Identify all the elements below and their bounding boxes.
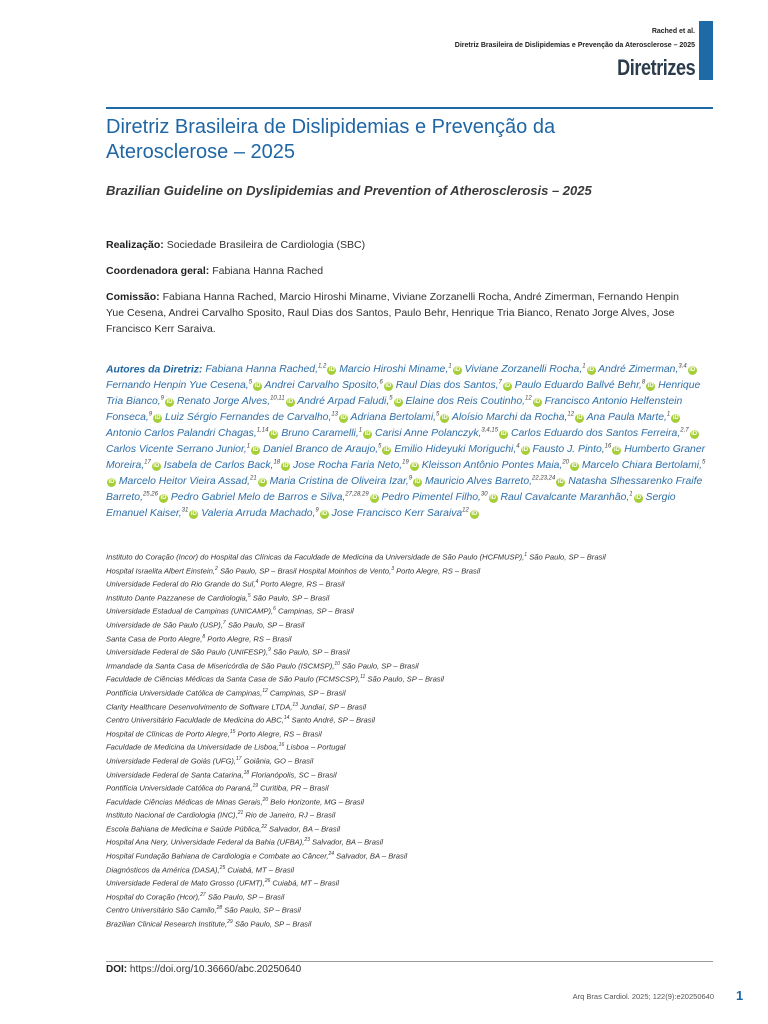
affiliation-text: Pontifícia Universidade Católica de Campinas,: [106, 688, 263, 698]
orcid-icon[interactable]: iD: [490, 495, 497, 502]
affiliation-line: [106, 631, 726, 645]
page-number: 1: [736, 988, 744, 1003]
orcid-icon[interactable]: iD: [395, 399, 402, 406]
author-item: [382, 492, 498, 503]
affiliation-number: 21: [237, 810, 244, 817]
author-affiliation-ref: 3,4,15: [481, 427, 499, 434]
orcid-icon[interactable]: iD: [385, 383, 392, 390]
affiliation-text: Cuiabá, MT – Brasil: [270, 878, 340, 888]
coordenadora-label: Coordenadora geral:: [106, 265, 210, 277]
affiliation-text: Universidade de São Paulo (USP),: [106, 620, 223, 630]
affiliation-number: 19: [252, 783, 259, 790]
author-item: [532, 444, 621, 455]
author-affiliation-ref: 5: [378, 443, 382, 450]
author-affiliation-ref: 31: [181, 507, 189, 514]
author-name: Kleisson Antônio Pontes Maia,: [421, 460, 563, 472]
affiliation-line: [106, 807, 726, 821]
author-affiliation-ref: 1,2: [317, 364, 327, 370]
orcid-icon[interactable]: iD: [153, 463, 160, 470]
affiliation-text: São Paulo, SP – Brasil: [250, 593, 330, 603]
orcid-icon[interactable]: iD: [259, 479, 266, 486]
affiliation-line: [106, 821, 726, 835]
affiliation-number: 18: [243, 769, 250, 776]
affiliation-number: 17: [236, 755, 242, 762]
author-affiliation-ref: 10,11: [270, 395, 285, 402]
author-affiliation-ref: 25,26: [142, 491, 158, 498]
author-item: [265, 380, 393, 391]
affiliation-text: São Paulo, SP – Brasil: [527, 552, 606, 562]
affiliation-line: [106, 699, 726, 713]
author-affiliation-ref: 19: [402, 459, 409, 466]
affiliation-line: [106, 780, 726, 794]
author-name: Luiz Sérgio Fernandes de Carvalho,: [164, 412, 332, 424]
affiliation-text: Rio de Janeiro, RJ – Brasil: [243, 810, 336, 820]
affiliation-number: 24: [328, 851, 335, 858]
author-name: Renato Jorge Alves,: [176, 396, 271, 408]
affiliation-text: Belo Horizonte, MG – Brasil: [268, 797, 364, 807]
author-name: Isabela de Carlos Back,: [163, 460, 274, 472]
author-name: Jose Francisco Kerr Saraiva: [331, 508, 463, 520]
affiliation-text: Faculdade Ciências Médicas de Minas Gerais,: [106, 797, 263, 807]
orcid-icon[interactable]: iD: [254, 383, 261, 390]
realizacao-label: Realização:: [106, 239, 164, 251]
author-name: Pedro Pimentel Filho,: [381, 492, 481, 504]
affiliation-number: 7: [222, 619, 226, 626]
affiliation-line: [106, 767, 726, 781]
author-name: Fausto J. Pinto,: [532, 444, 605, 456]
author-name: Adriana Bertolami,: [350, 412, 437, 424]
affiliation-line: [106, 617, 726, 631]
author-item: [339, 364, 461, 375]
affiliation-number: 14: [283, 715, 290, 722]
author-name: Elaine dos Reis Coutinho,: [405, 396, 526, 408]
author-name: Marcelo Heitor Vieira Assad,: [118, 476, 250, 488]
author-affiliation-ref: 12: [525, 395, 532, 402]
orcid-icon[interactable]: iD: [321, 511, 328, 518]
affiliation-number: 5: [247, 592, 251, 599]
affiliation-text: Centro Universitário São Camilo,: [106, 905, 217, 915]
affiliation-line: [106, 712, 726, 726]
author-name: Daniel Branco de Araujo,: [262, 444, 379, 456]
affiliation-text: São Paulo, SP – Brasil: [205, 892, 285, 902]
author-affiliation-ref: 1: [246, 443, 251, 450]
author-name: Marcelo Chiara Bertolami,: [581, 460, 703, 472]
author-item: [270, 476, 423, 487]
author-name: Pedro Gabriel Melo de Barros e Silva,: [170, 492, 346, 504]
author-item: [515, 380, 655, 391]
affiliation-text: São Paulo, SP – Brasil: [339, 661, 419, 671]
author-name: Viviane Zorzanelli Rocha,: [464, 364, 583, 376]
author-name: Maria Cristina de Oliveira Izar,: [269, 476, 409, 488]
orcid-icon[interactable]: iD: [282, 463, 289, 470]
author-item: [263, 444, 391, 455]
affiliation-number: 3: [391, 565, 394, 572]
affiliation-text: Goiânia, GO – Brasil: [241, 756, 314, 766]
affiliation-number: 25: [219, 864, 226, 871]
author-name: Sergio Emanuel Kaiser,: [106, 492, 676, 520]
affiliation-number: 4: [255, 579, 259, 586]
coordenadora-line: [106, 263, 698, 279]
author-affiliation-ref: 5: [389, 395, 393, 402]
affiliations-list: [106, 549, 726, 930]
affiliation-text: Centro Universitário Faculdade de Medicina do ABC,: [106, 715, 284, 725]
affiliation-line: [106, 563, 726, 577]
author-affiliation-ref: 5: [702, 459, 706, 466]
affiliation-line: [106, 658, 726, 672]
author-name: Mauricio Alves Barreto,: [424, 476, 532, 488]
affiliation-number: 23: [304, 837, 310, 844]
affiliation-text: São Paulo, SP – Brasil Hospital Moinhos de Vento,: [217, 566, 392, 576]
author-affiliation-ref: 21: [249, 475, 257, 482]
affiliation-line: [106, 644, 726, 658]
author-name: Natasha Slhessarenko Fraife Barreto,: [106, 476, 703, 504]
footer-citation: Arq Bras Cardiol. 2025; 122(9):e20250640: [572, 992, 714, 1001]
orcid-icon[interactable]: iD: [166, 399, 173, 406]
author-name: Paulo Eduardo Ballvé Behr,: [514, 380, 642, 392]
orcid-icon[interactable]: iD: [522, 447, 529, 454]
affiliation-text: Universidade Federal de Goiás (UFG),: [106, 756, 236, 766]
authors-list: [106, 361, 706, 521]
author-item: [201, 508, 329, 519]
author-name: Fabiana Hanna Rached,: [205, 364, 318, 376]
affiliation-line: [106, 685, 726, 699]
affiliation-line: [106, 549, 726, 563]
author-affiliation-ref: 1: [666, 411, 671, 418]
realizacao-value: Sociedade Brasileira de Cardiologia (SBC): [166, 239, 366, 251]
orcid-icon[interactable]: iD: [411, 463, 418, 470]
author-affiliation-ref: 13: [331, 411, 339, 418]
affiliation-text: Jundiaí, SP – Brasil: [297, 702, 367, 712]
affiliation-text: São Paulo, SP – Brasil: [222, 905, 301, 915]
author-affiliation-ref: 2,7: [680, 427, 689, 434]
affiliation-number: 13: [292, 701, 298, 708]
affiliation-text: Faculdade de Medicina da Universidade de Lisboa,: [106, 742, 279, 752]
author-affiliation-ref: 9: [315, 507, 319, 514]
affiliation-line: [106, 726, 726, 740]
orcid-icon[interactable]: iD: [371, 495, 378, 502]
orcid-icon[interactable]: iD: [500, 431, 507, 438]
orcid-icon[interactable]: iD: [672, 415, 679, 422]
authors-items: [106, 364, 705, 519]
orcid-icon[interactable]: iD: [414, 479, 421, 486]
affiliation-line: [106, 753, 726, 767]
author-affiliation-ref: 5: [436, 411, 440, 418]
author-affiliation-ref: 1: [582, 364, 586, 370]
comissao-value: Fabiana Hanna Rached, Marcio Hiroshi Miname, Viviane Zorzanelli Rocha, André Zimerman, Fernando Henpin Yue Cesena, Andrei Carvalho Sposito, Raul Dias dos Santos, Paulo Behr, Henrique Tria Bianco, Renato Jorge Alves, Jose Francisco Kerr Saraiva.: [106, 291, 679, 335]
affiliation-number: 2: [215, 565, 218, 572]
affiliation-number: 29: [227, 919, 233, 926]
affiliation-line: [106, 671, 726, 685]
author-affiliation-ref: 17: [144, 459, 151, 466]
affiliation-number: 12: [262, 687, 268, 694]
author-name: Francisco Antonio Helfenstein Fonseca,: [106, 396, 683, 424]
affiliation-line: [106, 862, 726, 876]
affiliation-text: Hospital do Coração (Hcor),: [106, 892, 201, 902]
orcid-icon[interactable]: iD: [504, 383, 511, 390]
orcid-icon[interactable]: iD: [689, 367, 696, 374]
running-head-authors: Rached et al.: [651, 28, 695, 35]
orcid-icon[interactable]: iD: [287, 399, 294, 406]
affiliation-text: Clarity Healthcare Desenvolvimento de Software LTDA,: [106, 702, 293, 712]
author-name: Carisi Anne Polanczyk,: [374, 428, 482, 440]
author-item: [171, 492, 379, 503]
affiliation-line: [106, 889, 726, 903]
affiliation-text: Curitiba, PR – Brasil: [258, 783, 329, 793]
author-item: [106, 380, 262, 391]
affiliation-number: 28: [216, 905, 223, 912]
affiliation-number: 1: [524, 552, 528, 558]
author-item: [425, 476, 565, 487]
author-item: [500, 492, 642, 503]
orcid-icon[interactable]: iD: [635, 495, 642, 502]
author-item: [281, 428, 372, 439]
author-affiliation-ref: 12: [567, 411, 575, 418]
affiliation-text: Universidade Federal de São Paulo (UNIFESP),: [106, 647, 269, 657]
affiliation-text: Pontifícia Universidade Católica do Paraná,: [106, 783, 253, 793]
author-item: [164, 460, 290, 471]
author-affiliation-ref: 1: [448, 364, 452, 370]
author-item: [396, 380, 512, 391]
author-item: [394, 444, 529, 455]
author-affiliation-ref: 3,4: [678, 364, 687, 370]
affiliation-text: Santo André, SP – Brasil: [289, 715, 375, 725]
orcid-icon[interactable]: iD: [647, 383, 654, 390]
author-affiliation-ref: 12: [462, 507, 469, 514]
affiliation-number: 6: [273, 606, 276, 613]
orcid-icon[interactable]: iD: [454, 367, 461, 374]
author-item: [177, 396, 295, 407]
author-affiliation-ref: 9: [160, 395, 165, 402]
author-name: Antonio Carlos Palandri Chagas,: [106, 428, 257, 440]
affiliation-text: Diagnósticos da América (DASA),: [106, 865, 220, 875]
affiliation-text: Hospital Israelita Albert Einstein,: [106, 566, 216, 576]
author-name: André Zimerman,: [598, 364, 679, 376]
affiliation-line: [106, 794, 726, 808]
author-affiliation-ref: 7: [498, 379, 502, 386]
author-affiliation-ref: 1: [629, 491, 633, 498]
affiliation-text: Porto Alegre, RS – Brasil: [393, 566, 481, 576]
header-rule: [106, 107, 713, 109]
author-affiliation-ref: 16: [604, 443, 612, 450]
orcid-icon[interactable]: iD: [691, 431, 698, 438]
author-name: Aloísio Marchi da Rocha,: [451, 412, 568, 424]
author-name: Carlos Eduardo dos Santos Ferreira,: [511, 428, 681, 440]
doi-link[interactable]: https://doi.org/10.36660/abc.20250640: [129, 964, 302, 975]
author-name: Jose Rocha Faria Neto,: [293, 460, 403, 472]
affiliation-text: Universidade Federal de Santa Catarina,: [106, 770, 244, 780]
affiliation-line: [106, 576, 726, 590]
orcid-icon[interactable]: iD: [571, 463, 578, 470]
affiliation-text: Salvador, BA – Brasil: [309, 838, 384, 847]
author-name: Raul Cavalcante Maranhão,: [500, 492, 630, 504]
orcid-icon[interactable]: iD: [534, 399, 541, 406]
author-name: Carlos Vicente Serrano Junior,: [106, 444, 247, 456]
affiliation-text: São Paulo, SP – Brasil: [270, 647, 350, 657]
affiliation-line: [106, 875, 726, 889]
coordenadora-value: Fabiana Hanna Rached: [212, 265, 324, 277]
author-affiliation-ref: 5: [248, 379, 253, 386]
affiliation-number: 27: [200, 891, 206, 898]
affiliation-text: Hospital Ana Nery, Universidade Federal da Bahia (UFBA),: [106, 838, 305, 847]
author-item: [465, 364, 596, 375]
affiliation-number: 22: [261, 823, 267, 830]
comissao-line: [106, 289, 698, 337]
affiliation-text: Hospital de Clínicas de Porto Alegre,: [106, 729, 230, 739]
author-affiliation-ref: 1: [358, 427, 363, 434]
author-affiliation-ref: 4: [516, 443, 520, 450]
author-item: [405, 396, 541, 407]
affiliation-line: [106, 739, 726, 753]
author-name: Emilio Hideyuki Moriguchi,: [394, 444, 517, 456]
affiliation-line: [106, 848, 726, 862]
author-item: [205, 364, 336, 375]
affiliation-text: Faculdade de Ciências Médicas da Santa Casa de São Paulo (FCMSCSP),: [106, 674, 361, 684]
author-affiliation-ref: 1,14: [256, 427, 269, 434]
doi-line: [106, 964, 301, 975]
orcid-icon[interactable]: iD: [588, 367, 595, 374]
doi-label: DOI:: [106, 964, 128, 975]
affiliation-line: [106, 603, 726, 617]
affiliation-number: 8: [202, 633, 206, 640]
affiliation-text: Salvador, BA – Brasil: [334, 851, 408, 861]
affiliation-text: Campinas, SP – Brasil: [267, 688, 346, 698]
author-affiliation-ref: 30: [480, 491, 488, 498]
affiliation-text: Salvador, BA – Brasil: [266, 824, 341, 834]
affiliation-number: 20: [262, 796, 269, 803]
doi-rule: [106, 961, 713, 962]
orcid-icon[interactable]: iD: [160, 495, 167, 502]
affiliation-text: São Paulo, SP – Brasil: [232, 919, 312, 929]
affiliation-text: Hospital Fundação Bahiana de Cardiologia e Combate ao Câncer,: [106, 851, 329, 861]
affiliation-text: Instituto Dante Pazzanese de Cardiologia,: [106, 593, 248, 603]
author-name: Humberto Graner Moreira,: [106, 444, 706, 472]
orcid-icon[interactable]: iD: [154, 415, 161, 422]
affiliation-text: Porto Alegre, RS – Brasil: [235, 729, 322, 739]
affiliation-text: Instituto do Coração (Incor) do Hospital das Clínicas da Faculdade de Medicina da Universidade de São Paulo (HCFMUSP),: [106, 552, 525, 562]
author-name: Andrei Carvalho Sposito,: [264, 380, 380, 392]
author-affiliation-ref: 9: [148, 411, 153, 418]
orcid-icon[interactable]: iD: [441, 415, 448, 422]
affiliation-text: Santa Casa de Porto Alegre,: [106, 634, 203, 644]
affiliation-text: Campinas, SP – Brasil: [275, 606, 354, 616]
affiliation-text: Instituto Nacional de Cardiologia (INC),: [106, 810, 238, 820]
realizacao-line: [106, 237, 698, 253]
author-item: [106, 428, 278, 439]
orcid-icon[interactable]: iD: [328, 367, 335, 374]
affiliation-text: São Paulo, SP – Brasil: [365, 674, 444, 684]
author-item: [511, 428, 699, 439]
author-name: Henrique Tria Bianco,: [106, 380, 701, 408]
affiliation-line: [106, 834, 726, 848]
affiliation-number: 15: [229, 728, 236, 735]
affiliation-text: Porto Alegre, RS – Brasil: [258, 579, 345, 589]
affiliation-text: Universidade Federal do Rio Grande do Sul,: [106, 579, 256, 589]
author-item: [422, 460, 579, 471]
affiliation-number: 10: [334, 660, 340, 667]
author-affiliation-ref: 9: [408, 475, 413, 482]
affiliation-number: 9: [268, 647, 271, 654]
orcid-icon[interactable]: iD: [613, 447, 620, 454]
author-item: [106, 444, 260, 455]
author-name: Valeria Arruda Machado,: [201, 508, 316, 520]
author-name: Fernando Henpin Yue Cesena,: [106, 380, 249, 392]
article-title: Diretriz Brasileira de Dislipidemias e Prevenção da Aterosclerose – 2025: [106, 116, 556, 163]
affiliation-text: Cuiabá, MT – Brasil: [225, 865, 295, 875]
affiliation-text: Florianópolis, SC – Brasil: [249, 770, 337, 780]
author-item: [375, 428, 508, 439]
affiliation-text: Escola Bahiana de Medicina e Saúde Pública,: [106, 824, 262, 834]
orcid-icon[interactable]: iD: [252, 447, 259, 454]
comissao-label: Comissão:: [106, 291, 160, 303]
affiliation-text: São Paulo, SP – Brasil: [225, 620, 305, 630]
orcid-icon[interactable]: iD: [340, 415, 347, 422]
authors-label: Autores da Diretriz:: [106, 364, 203, 376]
affiliation-text: Lisboa – Portugal: [284, 742, 346, 752]
orcid-icon[interactable]: iD: [364, 431, 371, 438]
orcid-icon[interactable]: iD: [471, 511, 478, 518]
author-item: [119, 476, 267, 487]
orcid-icon[interactable]: iD: [190, 511, 197, 518]
affiliation-line: [106, 916, 726, 930]
author-affiliation-ref: 22,23,24: [532, 475, 556, 482]
affiliation-text: Porto Alegre, RS – Brasil: [205, 634, 292, 644]
author-name: Marcio Hiroshi Miname,: [339, 364, 449, 376]
affiliation-number: 16: [278, 742, 285, 749]
author-affiliation-ref: 18: [273, 459, 281, 466]
section-tab-marker: [699, 21, 713, 80]
article-title-english: Brazilian Guideline on Dyslipidemias and Prevention of Atherosclerosis – 2025: [106, 183, 592, 198]
orcid-icon[interactable]: iD: [576, 415, 583, 422]
author-item: [598, 364, 697, 375]
author-name: André Arpad Faludi,: [297, 396, 390, 408]
running-head-title: Diretriz Brasileira de Dislipidemias e Prevenção da Aterosclerose – 2025: [454, 42, 695, 49]
affiliation-text: Brazilian Clinical Research Institute,: [106, 919, 228, 929]
affiliation-text: Universidade Federal de Mato Grosso (UFMT),: [106, 878, 265, 888]
author-item: [332, 508, 479, 519]
affiliation-line: [106, 590, 726, 604]
section-label: Diretrizes: [616, 55, 695, 80]
orcid-icon[interactable]: iD: [108, 479, 115, 486]
affiliation-number: 11: [360, 674, 366, 681]
author-item: [351, 412, 450, 423]
affiliation-text: Universidade Estadual de Campinas (UNICAMP),: [106, 606, 274, 616]
author-name: Bruno Caramelli,: [281, 428, 359, 440]
author-item: [165, 412, 348, 423]
affiliation-line: [106, 902, 726, 916]
author-name: Raul Dias dos Santos,: [395, 380, 499, 392]
author-affiliation-ref: 8: [641, 379, 646, 386]
orcid-icon[interactable]: iD: [383, 447, 390, 454]
orcid-icon[interactable]: iD: [270, 431, 277, 438]
orcid-icon[interactable]: iD: [557, 479, 564, 486]
affiliation-number: 26: [264, 878, 271, 885]
affiliation-text: Irmandade da Santa Casa de Misericórdia de São Paulo (ISCMSP),: [106, 661, 335, 671]
author-item: [452, 412, 584, 423]
author-item: [293, 460, 419, 471]
author-affiliation-ref: 20: [562, 459, 569, 466]
author-name: Ana Paula Marte,: [586, 412, 667, 424]
author-item: [297, 396, 402, 407]
author-item: [587, 412, 681, 423]
author-affiliation-ref: 6: [379, 379, 383, 386]
author-affiliation-ref: 27,28,29: [345, 491, 369, 498]
